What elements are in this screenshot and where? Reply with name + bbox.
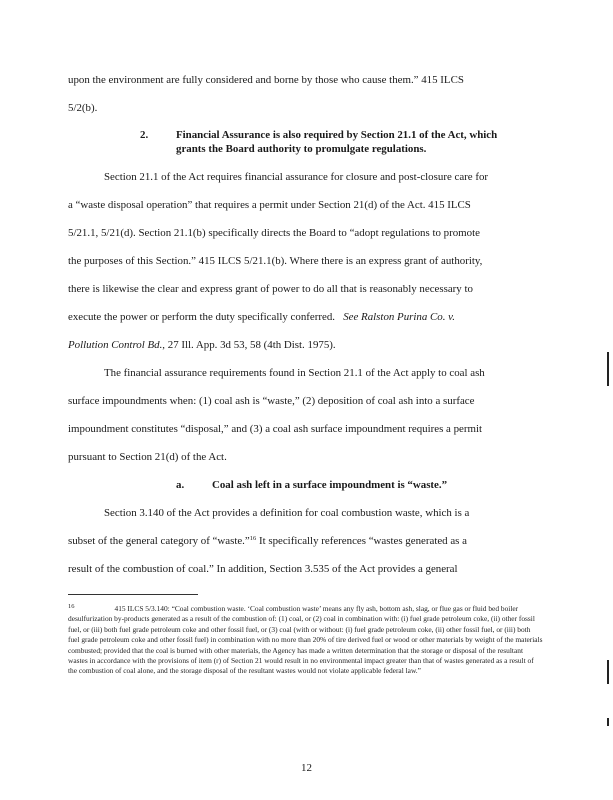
footnote-reference[interactable]: 16 [249, 535, 257, 542]
page-number: 12 [301, 762, 312, 774]
paragraph-line: pursuant to Section 21(d) of the Act. [68, 451, 227, 463]
footnote-divider [68, 594, 198, 595]
paragraph-line: the purposes of this Section.” 415 ILCS 5/21.1(b). Where there is an express grant of authority, [68, 255, 483, 267]
section-heading-line-2: grants the Board authority to promulgate regulations. [176, 143, 427, 155]
subsection-heading: Coal ash left in a surface impoundment is “waste.” [212, 479, 448, 491]
footnote-text: 415 ILCS 5/3.140: “Coal combustion waste. ‘Coal combustion waste’ means any fly ash, bottom ash, slag, or flue gas or fluid bed boiler desulfurization by-products generated as a result of the combustion of: (1) coal, or (2) coal in combination with: (i) fuel grade petroleum coke, (ii) other fossil fuel, or (iii) both fuel grade petroleum coke and other fossil fuel, or (3) coal (with or without: (i) fuel grade petroleum coke, (ii) other fossil fuel, or (iii) both fuel grade petroleum coke and other fossil fuel) in combination with no more than 20% of tire derived fuel or wood or other materials by weight of the materials combusted; provided that the coal is burned with other materials, the Agency has made a written determination that the storage or disposal of the resultant wastes in accordance with the provisions of item (r) of Section 21 would result in no environmental impact greater than that of wastes generated as a result of the combustion of coal alone, and the storage disposal of the resultant wastes would not violate applicable federal law.” [68, 604, 543, 676]
margin-mark [607, 660, 609, 684]
paragraph-text: execute the power or perform the duty specifically conferred. [68, 311, 336, 323]
body-text-line: 5/2(b). [68, 102, 98, 114]
paragraph-line [68, 338, 543, 352]
paragraph-text: It specifically references “wastes generated as a [256, 535, 467, 547]
paragraph-line [68, 534, 543, 548]
section-number: 2. [140, 129, 149, 141]
paragraph-text: subset of the general category of “waste.” [68, 535, 250, 547]
footnote-mark: 16 [68, 603, 75, 610]
case-citation: Pollution Control Bd. [68, 339, 163, 351]
section-heading: Financial Assurance is also required by Section 21.1 of the Act, which [176, 129, 498, 141]
paragraph-line: there is likewise the clear and express grant of power to do all that is reasonably necessary to [68, 283, 473, 295]
subsection-letter: a. [176, 479, 185, 491]
paragraph-line: surface impoundments when: (1) coal ash is “waste,” (2) deposition of coal ash into a surface [68, 395, 475, 407]
margin-mark [607, 718, 609, 726]
paragraph-line: result of the combustion of coal.” In addition, Section 3.535 of the Act provides a general [68, 563, 458, 575]
paragraph-line: Section 3.140 of the Act provides a definition for coal combustion waste, which is a [104, 507, 470, 519]
body-text-line: upon the environment are fully considered and borne by those who cause them.” 415 ILCS [68, 74, 464, 86]
margin-mark [607, 352, 609, 386]
paragraph-line: Section 21.1 of the Act requires financial assurance for closure and post-closure care for [104, 171, 489, 183]
paragraph-line: 5/21.1, 5/21(d). Section 21.1(b) specifically directs the Board to “adopt regulations to promote [68, 227, 480, 239]
paragraph-line: impoundment constitutes “disposal,” and (3) a coal ash surface impoundment requires a permit [68, 423, 483, 435]
citation-text: , 27 Ill. App. 3d 53, 58 (4th Dist. 1975). [162, 339, 336, 351]
paragraph-line [68, 310, 543, 324]
case-citation: See Ralston Purina Co. v. [343, 311, 455, 323]
paragraph-line: a “waste disposal operation” that requires a permit under Section 21(d) of the Act. 415 ILCS [68, 199, 471, 211]
paragraph-line: The financial assurance requirements found in Section 21.1 of the Act apply to coal ash [104, 367, 485, 379]
footnote [68, 604, 543, 677]
